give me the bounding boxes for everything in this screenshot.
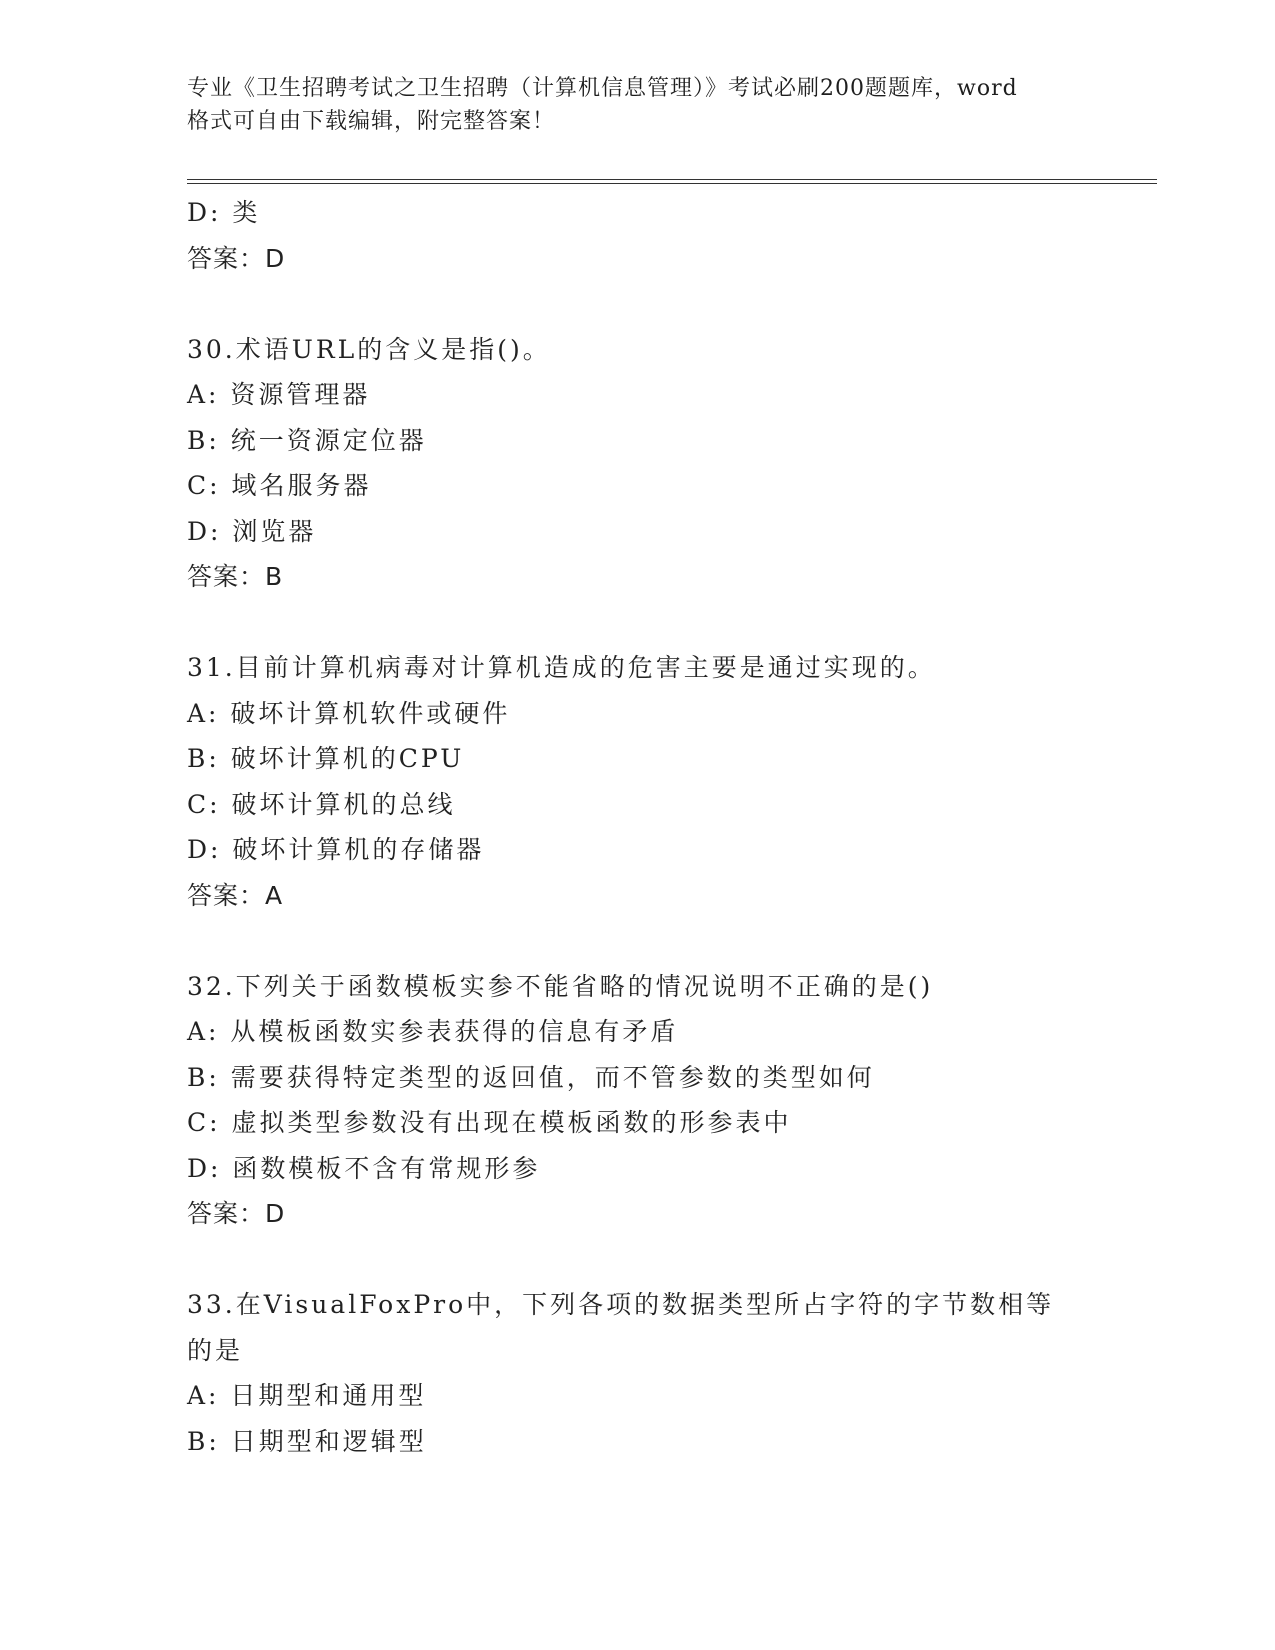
header-divider-bottom — [187, 183, 1157, 184]
option-b: B: 日期型和逻辑型 — [187, 1426, 427, 1456]
question-list — [187, 190, 1107, 1464]
header-line-1: 专业《卫生招聘考试之卫生招聘（计算机信息管理）》考试必刷200题题库，word — [187, 76, 1018, 101]
question-title: 31.目前计算机病毒对计算机造成的危害主要是通过实现的。 — [187, 653, 936, 682]
question-title: 30.术语URL的含义是指()。 — [187, 334, 551, 364]
option-d: D: 函数模板不含有常规形参 — [187, 1153, 541, 1183]
option-c: C: 域名服务器 — [187, 471, 372, 500]
header-line-2: 格式可自由下载编辑，附完整答案！ — [187, 109, 556, 134]
spacer — [187, 281, 1107, 327]
answer-line: 答案：D — [187, 1199, 286, 1228]
answer-line: 答案：A — [187, 880, 284, 910]
question-title-line-1: 33.在VisualFoxPro中，下列各项的数据类型所占字符的字节数相等 — [187, 1290, 1055, 1319]
option-a: A: 日期型和通用型 — [187, 1381, 427, 1410]
option-c: C: 破坏计算机的总线 — [187, 789, 456, 819]
option-b: B: 统一资源定位器 — [187, 425, 427, 455]
question-title-line-2: 的是 — [187, 1335, 244, 1365]
spacer — [187, 600, 1107, 646]
option-b: B: 需要获得特定类型的返回值，而不管参数的类型如何 — [187, 1062, 875, 1092]
spacer — [187, 1237, 1107, 1283]
answer-line: 答案：D — [187, 243, 286, 273]
option-b: B: 破坏计算机的CPU — [187, 744, 465, 773]
option-a: A: 破坏计算机软件或硬件 — [187, 698, 511, 728]
document-header — [187, 72, 1107, 138]
answer-line: 答案：B — [187, 562, 284, 591]
option-d: D: 类 — [187, 198, 261, 227]
option-a: A: 从模板函数实参表获得的信息有矛盾 — [187, 1017, 679, 1046]
spacer — [187, 918, 1107, 964]
question-31 — [187, 645, 1107, 918]
header-divider-top — [187, 179, 1157, 180]
option-a: A: 资源管理器 — [187, 380, 371, 409]
question-32 — [187, 964, 1107, 1237]
question-33 — [187, 1282, 1107, 1464]
option-d: D: 破坏计算机的存储器 — [187, 835, 485, 864]
question-30 — [187, 327, 1107, 600]
option-d: D: 浏览器 — [187, 516, 317, 546]
option-c: C: 虚拟类型参数没有出现在模板函数的形参表中 — [187, 1108, 792, 1137]
question-title: 32.下列关于函数模板实参不能省略的情况说明不正确的是() — [187, 971, 934, 1001]
